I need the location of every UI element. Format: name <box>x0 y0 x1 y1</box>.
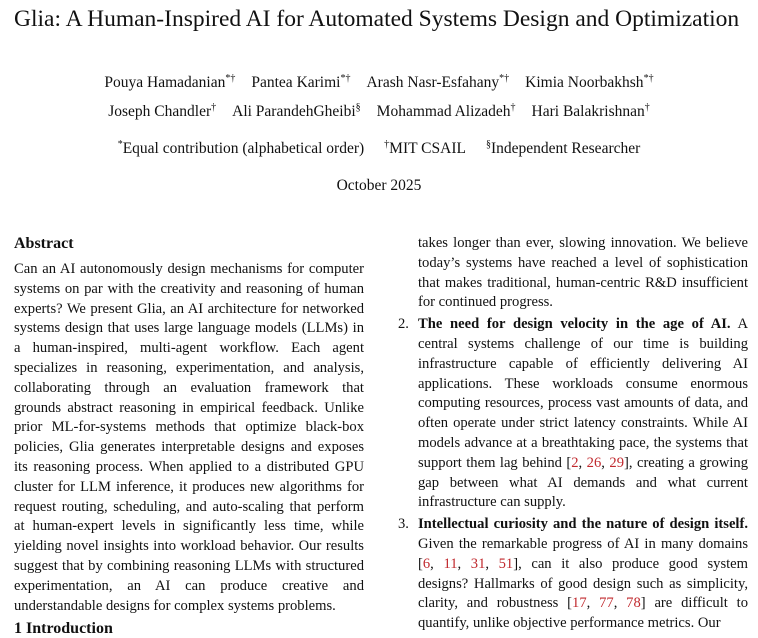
citation-link[interactable]: 11 <box>443 555 458 572</box>
author-name: Ali ParandehGheibi§ <box>232 102 361 120</box>
list-item-continuation: takes longer than ever, slowing innovation. We believe today’s systems have reached a level of sophistication that makes traditional, human-centric R&D insufficient for continued progress. <box>418 235 748 311</box>
paper-title: Glia: A Human-Inspired AI for Automated Systems Design and Optimization <box>14 6 740 32</box>
left-column <box>14 234 364 638</box>
author-affiliation-mark: *† <box>340 73 351 84</box>
author-list-row-2 <box>0 102 758 122</box>
author-affiliation-mark: † <box>211 102 217 113</box>
citation-link[interactable]: 77 <box>599 595 614 612</box>
author-name: Hari Balakrishnan† <box>531 102 650 120</box>
affiliation-note: *Equal contribution (alphabetical order) <box>117 139 365 157</box>
right-column <box>392 234 748 634</box>
citation-link[interactable]: 78 <box>626 595 641 612</box>
author-name: Joseph Chandler† <box>108 102 217 120</box>
list-item: 2. The need for design velocity in the age of AI. A central systems challenge of our time is building infrastructure capable of efficiently delivering AI applications. These workloads consume enormous computing resources, process vast amounts of data, and often operate under strict latency constraints. While AI models advance at a breathtaking pace, the systems that support them lag behind [2, 26, 29], creating a growing gap between what AI demands and what current infrastructure can supply. <box>398 316 749 511</box>
affiliation-note: †MIT CSAIL <box>384 139 466 157</box>
citation-link[interactable]: 51 <box>498 555 514 572</box>
abstract-text: Can an AI autonomously design mechanisms for computer systems on par with the creativity and reasoning of human experts? We present Glia, an AI architecture for networked systems design that uses large language models (LLMs) in a human-inspired, multi-agent workflow. Each agent specializes in reasoning, experimentation, and analysis, collaborating through an evaluation framework that grounds abstract reasoning in empirical feedback. Unlike prior ML-for-systems methods that optimize black-box policies, Glia generates interpretable designs and exposes its reasoning process. When applied to a distributed GPU cluster for LLM inference, it produces new algorithms for request routing, scheduling, and auto-scaling that perform at human-expert levels in significantly less time, while yielding novel insights into workload behavior. Our results suggest that by combining reasoning LLMs with structured experimentation, an AI can produce creative and understandable designs for complex systems problems. <box>14 261 364 614</box>
affiliations <box>0 140 758 158</box>
citation-link[interactable]: 17 <box>572 595 587 612</box>
list-item-number: 2. <box>398 316 409 333</box>
citation-link[interactable]: 26 <box>586 454 602 471</box>
citation-link[interactable]: 31 <box>470 555 486 572</box>
author-affiliation-mark: *† <box>225 73 236 84</box>
author-name: Pouya Hamadanian*† <box>104 73 236 91</box>
affiliation-note: §Independent Researcher <box>485 139 641 157</box>
publication-date: October 2025 <box>336 177 422 194</box>
abstract-heading: Abstract <box>14 235 74 252</box>
author-affiliation-mark: † <box>510 102 516 113</box>
list-item-number: 3. <box>398 516 409 533</box>
author-name: Arash Nasr-Esfahany*† <box>366 73 510 91</box>
list-item-lead: Intellectual curiosity and the nature of design itself. <box>418 516 748 533</box>
author-list-row-1 <box>0 73 758 93</box>
author-name: Pantea Karimi*† <box>251 73 351 91</box>
author-affiliation-mark: *† <box>643 73 654 84</box>
citation-link[interactable]: 2 <box>571 454 579 471</box>
author-name: Mohammad Alizadeh† <box>376 102 516 120</box>
citation-link[interactable]: 6 <box>422 555 431 572</box>
author-affiliation-mark: § <box>355 102 361 113</box>
author-affiliation-mark: *† <box>499 73 510 84</box>
author-name: Kimia Noorbakhsh*† <box>525 73 654 91</box>
citation-link[interactable]: 29 <box>609 454 624 471</box>
list-item-lead: The need for design velocity in the age of AI. <box>418 316 731 333</box>
list-item: 3. Intellectual curiosity and the nature of design itself. Given the remarkable progress of AI in many domains [6, 11, 31, 51], can it also produce good system designs? Hallmarks of good design such as simplicity, clarity, and robustness [17, 77, 78] are difficult to quantify, unlike objective performance metrics. Our <box>398 516 749 632</box>
section-heading-introduction: 1 Introduction <box>14 620 113 638</box>
author-affiliation-mark: † <box>644 102 650 113</box>
